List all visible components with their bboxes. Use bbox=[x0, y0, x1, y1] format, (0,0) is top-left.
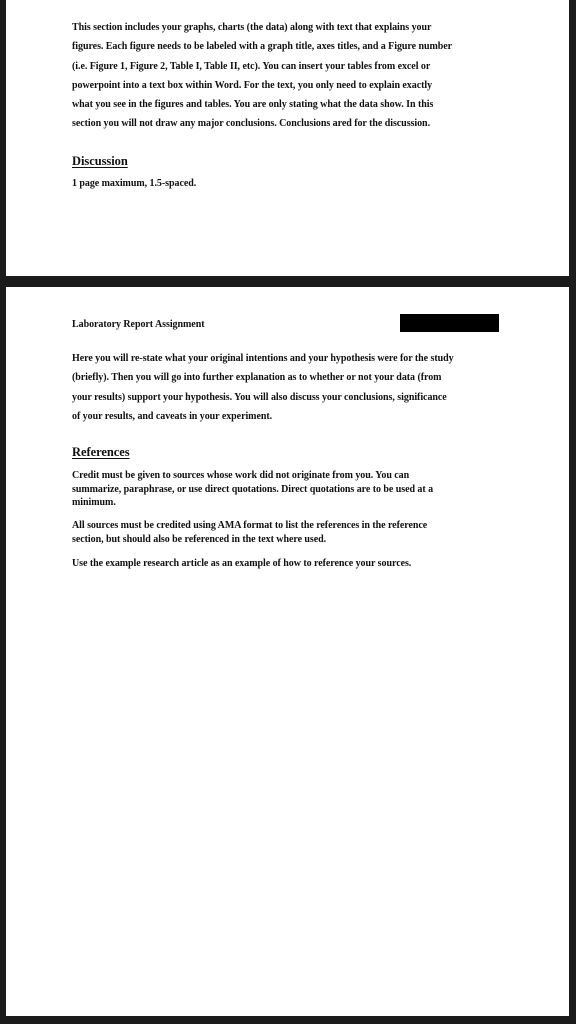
discussion-length-note: 1 page maximum, 1.5-spaced. bbox=[72, 178, 197, 189]
discussion-heading: Discussion bbox=[72, 154, 128, 168]
text-line: of your results, and caveats in your experiment. bbox=[72, 410, 273, 422]
redaction-bar bbox=[400, 314, 499, 332]
document-page-1 bbox=[6, 0, 569, 276]
page-header-label: Laboratory Report Assignment bbox=[72, 319, 205, 330]
text-line: summarize, paraphrase, or use direct quotations. Direct quotations are to be used at a bbox=[72, 483, 434, 495]
results-section-text bbox=[72, 18, 504, 134]
text-line: figures. Each figure needs to be labeled with a graph title, axes titles, and a Figure number bbox=[72, 41, 453, 53]
text-line: section, but should also be referenced in the text where used. bbox=[72, 533, 327, 545]
text-line: (briefly). Then you will go into further explanation as to whether or not your data (from bbox=[72, 372, 442, 384]
text-line: section you will not draw any major conclusions. Conclusions ared for the discussion. bbox=[72, 118, 431, 130]
text-line: This section includes your graphs, charts (the data) along with text that explains your bbox=[72, 22, 432, 33]
references-paragraph-ama bbox=[72, 519, 504, 546]
text-line: your results) support your hypothesis. You will also discuss your conclusions, significance bbox=[72, 391, 447, 403]
document-page-2 bbox=[6, 287, 569, 1016]
references-paragraph-credit bbox=[72, 469, 504, 510]
text-line: what you see in the figures and tables. You are only stating what the data show. In this bbox=[72, 99, 434, 111]
text-line: Here you will re-state what your original intentions and your hypothesis were for the study bbox=[72, 353, 454, 364]
text-line: All sources must be credited using AMA format to list the references in the reference bbox=[72, 520, 428, 531]
references-heading: References bbox=[72, 445, 130, 459]
text-line: minimum. bbox=[72, 497, 116, 508]
discussion-section-text bbox=[72, 349, 504, 426]
text-line: powerpoint into a text box within Word. For the text, you only need to explain exactly bbox=[72, 79, 433, 91]
text-line: Credit must be given to sources whose work did not originate from you. You can bbox=[72, 470, 410, 481]
references-paragraph-example: Use the example research article as an example of how to reference your sources. bbox=[72, 558, 412, 569]
text-line: (i.e. Figure 1, Figure 2, Table I, Table II, etc). You can insert your tables from excel or bbox=[72, 60, 431, 72]
